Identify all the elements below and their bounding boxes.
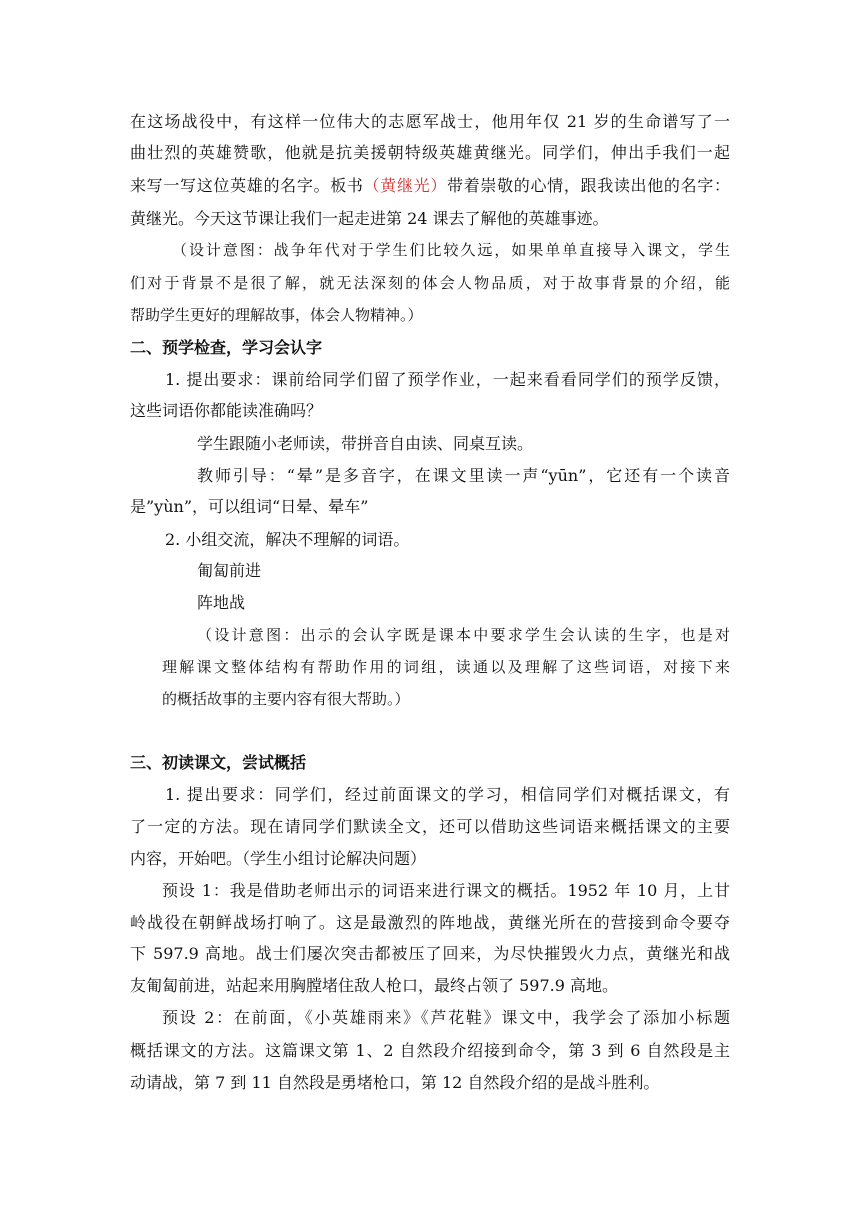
blackboard-name: （黄继光）	[363, 176, 448, 195]
intro-line-4: 黄继光。今天这节课让我们一起走进第 24 课去了解他的英雄事迹。	[130, 209, 609, 228]
design-note-1-line-1: （设计意图：战争年代对于学生们比较久远，如果单单直接导入课文，学生	[172, 241, 730, 259]
section-3-item-1-line-2: 了一定的方法。现在请同学们默读全文，还可以借助这些词语来概括课文的主要	[130, 817, 730, 836]
section-2-reading: 学生跟随小老师读，带拼音自由读、同桌互读。	[197, 434, 534, 453]
section-3-item-1-line-1: 1. 提出要求：同学们，经过前面课文的学习，相信同学们对概括课文，有	[165, 785, 730, 804]
intro-line-1: 在这场战役中，有这样一位伟大的志愿军战士，他用年仅 21 岁的生命谱写了一	[130, 112, 730, 131]
section-2-item-1-line-2: 这些词语你都能读准确吗？	[130, 401, 323, 420]
preset-2-line-1: 预设 2：在前面，《小英雄雨来》《芦花鞋》课文中，我学会了添加小标题	[162, 1008, 730, 1027]
intro-line-3-start: 来写一写这位英雄的名字。板书	[130, 176, 364, 195]
preset-1-line-2: 岭战役在朝鲜战场打响了。这是最激烈的阵地战，黄继光所在的营接到命令要夺	[130, 913, 730, 932]
section-2-item-2: 2. 小组交流，解决不理解的词语。	[165, 530, 410, 549]
intro-line-3-end: 带着崇敬的心情，跟我读出他的名字：	[447, 176, 730, 195]
preset-1-line-1: 预设 1：我是借助老师出示的词语来进行课文的概括。1952 年 10 月，上甘	[162, 881, 730, 900]
vocab-word-2: 阵地战	[197, 593, 246, 612]
design-note-2-line-1: （设计意图：出示的会认字既是课本中要求学生会认读的生字，也是对	[197, 626, 730, 644]
preset-2-line-2: 概括课文的方法。这篇课文第 1、2 自然段介绍接到命令，第 3 到 6 自然段是主	[130, 1041, 730, 1060]
design-note-2-line-3: 的概括故事的主要内容有很大帮助。）	[162, 690, 410, 708]
section-2-guide-line-2: 是”yùn”，可以组词“日晕、晕车”	[130, 497, 369, 516]
design-note-1-line-3: 帮助学生更好的理解故事，体会人物精神。）	[130, 306, 423, 324]
section-2-item-1-line-1: 1. 提出要求：课前给同学们留了预学作业，一起来看看同学们的预学反馈，	[165, 370, 730, 389]
section-2-heading: 二、预学检查，学习会认字	[130, 338, 323, 357]
vocab-word-1: 匍匐前进	[197, 561, 262, 580]
preset-1-line-4: 友匍匐前进，站起来用胸膛堵住敌人枪口，最终占领了 597.9 高地。	[130, 976, 618, 995]
intro-line-2: 曲壮烈的英雄赞歌，他就是抗美援朝特级英雄黄继光。同学们，伸出手我们一起	[130, 143, 730, 162]
section-2-guide-line-1: 教师引导：“晕”是多音字，在课文里读一声“yūn”，它还有一个读音	[197, 466, 730, 485]
preset-1-line-3: 下 597.9 高地。战士们屡次突击都被压了回来，为尽快摧毁火力点，黄继光和战	[130, 944, 730, 963]
section-3-item-1-line-3: 内容，开始吧。（学生小组讨论解决问题）	[130, 849, 427, 868]
section-3-heading: 三、初读课文，尝试概括	[130, 753, 307, 772]
design-note-1-line-2: 们对于背景不是很了解，就无法深刻的体会人物品质，对于故事背景的介绍，能	[130, 274, 730, 292]
preset-2-line-3: 动请战，第 7 到 11 自然段是勇堵枪口，第 12 自然段介绍的是战斗胜利。	[130, 1073, 660, 1092]
intro-line-3	[130, 176, 730, 196]
design-note-2-line-2: 理解课文整体结构有帮助作用的词组，读通以及理解了这些词语，对接下来	[162, 658, 730, 676]
